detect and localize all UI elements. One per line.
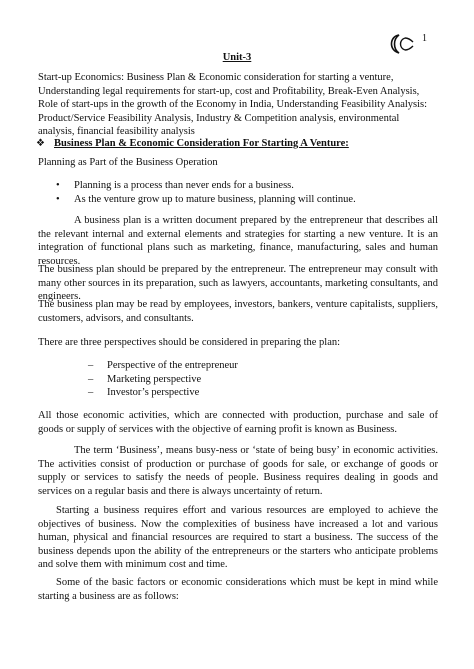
document-page: 1 Unit-3 Start-up Economics: Business Plan & Economic consideration for starting a venture, Understanding legal requirements for start-up, cost and Profitability, Break-Even Analysis, Role of start-ups in the growth of the Economy in India, Understanding Feasibility Analysis: Product/Service Feasibility Analysis, Industry & Competition analysis, environmental analysis, financial feasibility analysis ❖ Business Plan & Economic Consideration For Starting A Venture: Planning as Part of the Business Operation • Planning is a process than never ends for a business. • As the venture grow up to mature business, planning will continue. A business plan is a written document prepared by the entrepreneur that describes all the relevant internal and external elements and strategies for starting a new venture. It is an integration of functional plans such as marketing, finance, manufacturing, sales and human resources. The business plan should be prepared by the entrepreneur. The entrepreneur may consult with many other sources in its preparation, such as lawyers, accountants, marketing consultants, and engineers. The business plan may be read by employees, investors, bankers, venture capitalists, suppliers, customers, advisors, and consultants. There are three perspectives should be considered in preparing the plan: – Perspective of the entrepreneur – Marketing perspective – Investor’s perspective All those economic activities, which are connected with production, purchase and sale of goods or supply of services with the objective of earning profit is known as Business. The term ‘Business’, means busy-ness or ‘state of being busy’ in economic activities. The activities consist of production or purchase of goods for sale, or exchange of goods or supply or services to satisfy the needs of people. Business requires dealing in goods and services on a regular basis and there is always uncertainty of return. Starting a business requires effort and various resources are employed to achieve the objectives of business. Now the complexities of business have increased a lot and various human, physical and financial resources are required to start a business. The success of the business depends upon the ability of the entrepreneurs or the starters who anticipate problems and solve them with minimum cost and time. Some of the basic factors or economic considerations which must be kept in mind while starting a business are as follows:	[0, 0, 474, 669]
paragraph: A business plan is a written document prepared by the entrepreneur that describes all the relevant internal and external elements and strategies for starting a new venture. It is an integration of functional plans such as marketing, finance, manufacturing, sales and human resources.	[38, 215, 438, 267]
paragraph: The term ‘Business’, means busy-ness or ‘state of being busy’ in economic activities. The activities consist of production or purchase of goods for sale, or exchange of goods or supply or services to satisfy the needs of people. Business requires dealing in goods and services on a regular basis and there is always uncertainty of return.	[38, 445, 438, 497]
paragraph: There are three perspectives should be considered in preparing the plan:	[38, 337, 341, 348]
paragraph: Starting a business requires effort and various resources are employed to achieve the objectives of business. Now the complexities of business have increased a lot and various human, physical and financial resources are required to start a business. The success of the business depends upon the ability of the entrepreneurs or the starters who anticipate problems and solve them with minimum cost and time.	[38, 505, 438, 571]
bullet-icon: •	[56, 180, 60, 191]
intro-paragraph: Start-up Economics: Business Plan & Economic consideration for starting a venture, Understanding legal requirements for start-up, cost and Profitability, Break-Even Analysis, Role of start-ups in the growth of the Economy in India, Understanding Feasibility Analysis: Product/Service Feasibility Analysis, Industry & Competition analysis, environmental analysis, financial feasibility analysis	[38, 72, 428, 138]
bullet-icon: •	[56, 194, 60, 205]
diamond-bullet-icon: ❖	[36, 138, 45, 149]
paragraph: All those economic activities, which are connected with production, purchase and sale of goods or supply of services with the objective of earning profit is known as Business.	[38, 410, 438, 435]
paragraph: Some of the basic factors or economic considerations which must be kept in mind while starting a business are as follows:	[38, 577, 438, 602]
paragraph: The business plan may be read by employees, investors, bankers, venture capitalists, suppliers, customers, advisors, and consultants.	[38, 299, 438, 324]
subheading: Planning as Part of the Business Operation	[38, 157, 218, 168]
page-number: 1	[422, 33, 427, 44]
paragraph: The business plan should be prepared by the entrepreneur. The entrepreneur may consult with many other sources in its preparation, such as lawyers, accountants, marketing consultants, and engineers.	[38, 264, 438, 303]
page-title: Unit-3	[222, 52, 252, 63]
section-heading: Business Plan & Economic Consideration For Starting A Venture:	[54, 138, 349, 149]
